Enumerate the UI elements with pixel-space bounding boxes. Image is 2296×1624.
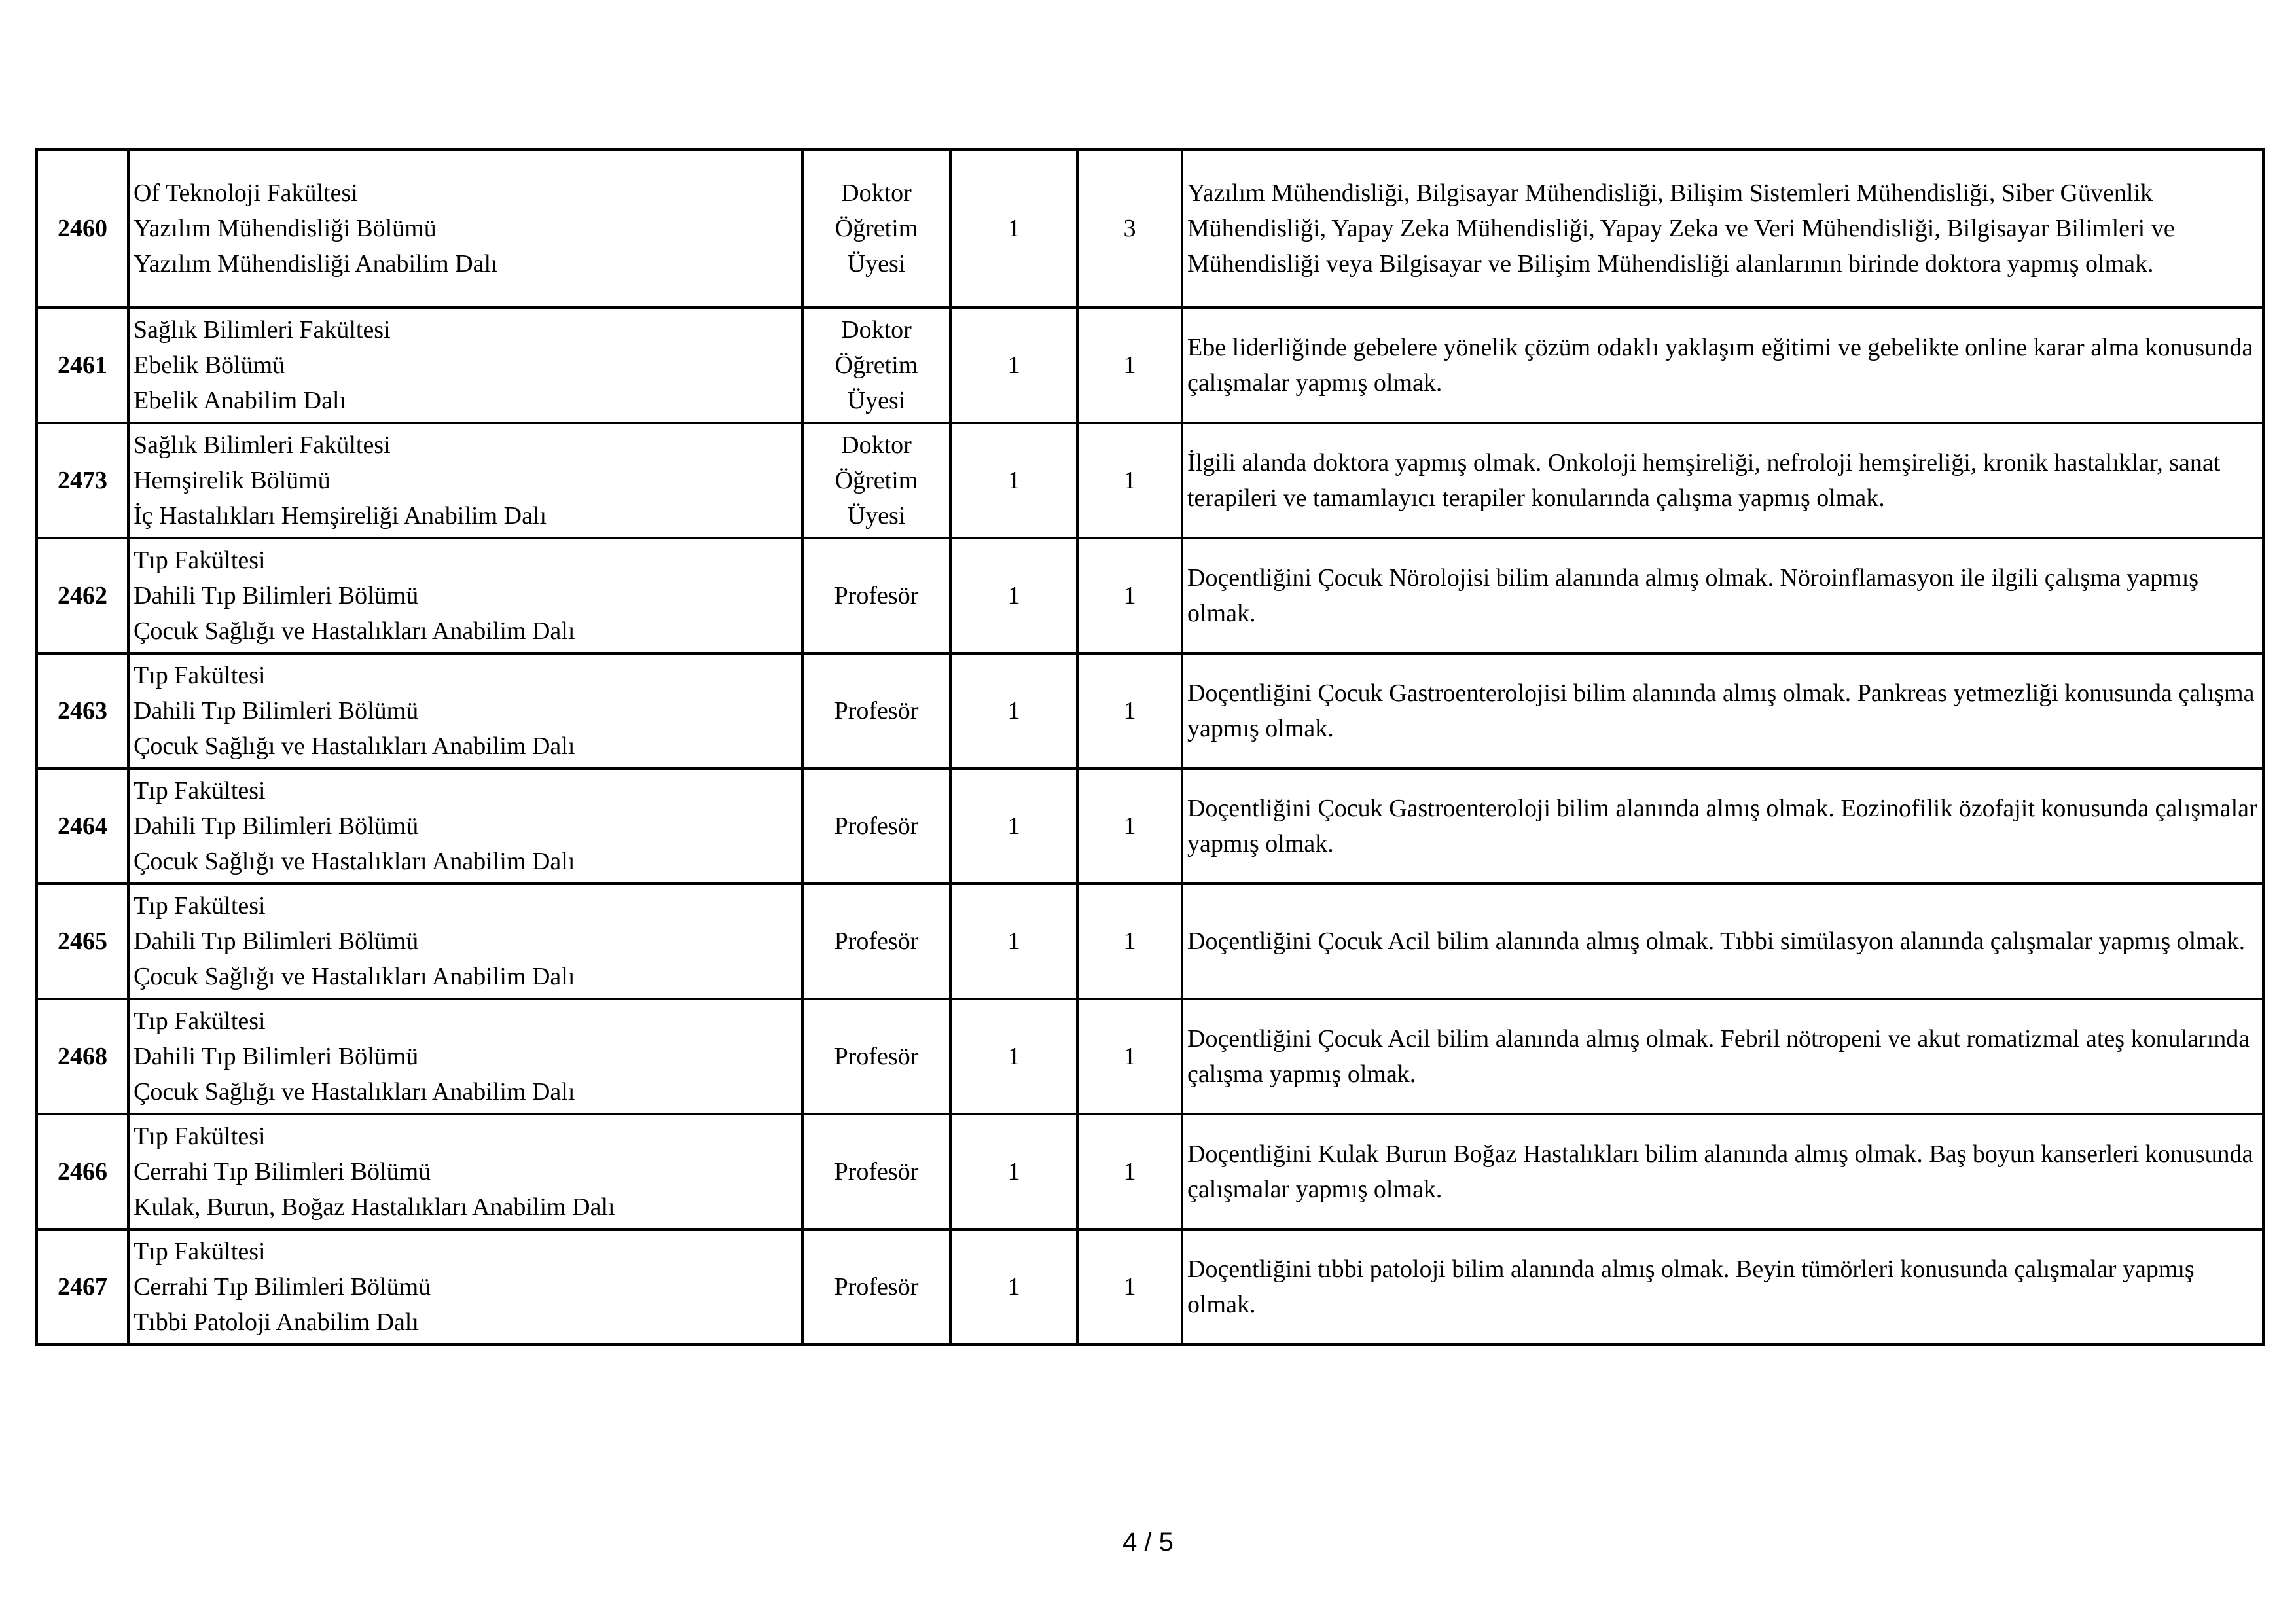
title-line: Profesör bbox=[834, 1043, 919, 1070]
unit-line: Tıp Fakültesi bbox=[134, 662, 266, 689]
title-line: Üyesi bbox=[847, 387, 906, 414]
title-line: Öğretim bbox=[834, 215, 918, 242]
table-row bbox=[37, 1229, 2263, 1344]
page-number: 4 / 5 bbox=[1122, 1528, 1174, 1557]
title-cell bbox=[802, 149, 950, 308]
unit-line: İç Hastalıkları Hemşireliği Anabilim Dalı bbox=[134, 502, 547, 530]
unit-cell bbox=[128, 149, 802, 308]
unit-line: Dahili Tıp Bilimleri Bölümü bbox=[134, 1043, 419, 1070]
unit-line: Cerrahi Tıp Bilimleri Bölümü bbox=[134, 1273, 431, 1301]
position-number: 2463 bbox=[37, 653, 128, 768]
title-line: Profesör bbox=[834, 1273, 919, 1301]
unit-line: Dahili Tıp Bilimleri Bölümü bbox=[134, 697, 419, 725]
position-number: 2466 bbox=[37, 1114, 128, 1229]
table-row bbox=[37, 884, 2263, 999]
unit-line: Sağlık Bilimleri Fakültesi bbox=[134, 431, 391, 459]
position-number: 2468 bbox=[37, 999, 128, 1114]
unit-cell bbox=[128, 308, 802, 423]
table-row bbox=[37, 1114, 2263, 1229]
position-number: 2464 bbox=[37, 768, 128, 884]
unit-cell bbox=[128, 1229, 802, 1344]
title-line: Profesör bbox=[834, 928, 919, 955]
unit-line: Of Teknoloji Fakültesi bbox=[134, 179, 358, 207]
unit-line: Cerrahi Tıp Bilimleri Bölümü bbox=[134, 1158, 431, 1185]
position-degree: 1 bbox=[1077, 653, 1182, 768]
unit-line: Yazılım Mühendisliği Bölümü bbox=[134, 215, 437, 242]
unit-cell bbox=[128, 884, 802, 999]
position-number: 2460 bbox=[37, 149, 128, 308]
unit-cell bbox=[128, 538, 802, 653]
position-count: 1 bbox=[950, 423, 1077, 538]
unit-line: Tıp Fakültesi bbox=[134, 1007, 266, 1035]
position-count: 1 bbox=[950, 653, 1077, 768]
title-line: Doktor bbox=[841, 316, 912, 344]
position-number: 2473 bbox=[37, 423, 128, 538]
requirements-cell: Doçentliğini tıbbi patoloji bilim alanında almış olmak. Beyin tümörleri konusunda çalışmalar yapmış olmak. bbox=[1182, 1229, 2263, 1344]
requirements-cell: Doçentliğini Çocuk Acil bilim alanında almış olmak. Tıbbi simülasyon alanında çalışmalar yapmış olmak. bbox=[1182, 884, 2263, 999]
title-cell bbox=[802, 768, 950, 884]
unit-line: Çocuk Sağlığı ve Hastalıkları Anabilim Dalı bbox=[134, 1078, 575, 1106]
table-row bbox=[37, 538, 2263, 653]
unit-cell bbox=[128, 1114, 802, 1229]
title-line: Profesör bbox=[834, 812, 919, 840]
title-cell bbox=[802, 1229, 950, 1344]
unit-cell bbox=[128, 423, 802, 538]
title-line: Öğretim bbox=[834, 352, 918, 379]
unit-line: Ebelik Anabilim Dalı bbox=[134, 387, 347, 414]
unit-line: Tıp Fakültesi bbox=[134, 1238, 266, 1265]
title-line: Öğretim bbox=[834, 467, 918, 494]
position-degree: 3 bbox=[1077, 149, 1182, 308]
position-count: 1 bbox=[950, 768, 1077, 884]
position-degree: 1 bbox=[1077, 884, 1182, 999]
title-line: Profesör bbox=[834, 697, 919, 725]
unit-cell bbox=[128, 653, 802, 768]
title-line: Doktor bbox=[841, 431, 912, 459]
unit-line: Kulak, Burun, Boğaz Hastalıkları Anabilim Dalı bbox=[134, 1193, 615, 1221]
unit-line: Çocuk Sağlığı ve Hastalıkları Anabilim Dalı bbox=[134, 617, 575, 645]
table-row bbox=[37, 999, 2263, 1114]
unit-line: Yazılım Mühendisliği Anabilim Dalı bbox=[134, 250, 498, 278]
unit-line: Çocuk Sağlığı ve Hastalıkları Anabilim Dalı bbox=[134, 848, 575, 875]
table-row bbox=[37, 149, 2263, 308]
position-degree: 1 bbox=[1077, 423, 1182, 538]
position-count: 1 bbox=[950, 538, 1077, 653]
requirements-cell: Doçentliğini Çocuk Gastroenteroloji bilim alanında almış olmak. Eozinofilik özofajit konusunda çalışmalar yapmış olmak. bbox=[1182, 768, 2263, 884]
position-degree: 1 bbox=[1077, 538, 1182, 653]
position-count: 1 bbox=[950, 884, 1077, 999]
title-line: Profesör bbox=[834, 582, 919, 609]
position-count: 1 bbox=[950, 1114, 1077, 1229]
title-cell bbox=[802, 884, 950, 999]
requirements-cell: İlgili alanda doktora yapmış olmak. Onkoloji hemşireliği, nefroloji hemşireliği, kronik hastalıklar, sanat terapileri ve tamamlayıcı terapiler konularında çalışma yapmış olmak. bbox=[1182, 423, 2263, 538]
position-number: 2461 bbox=[37, 308, 128, 423]
unit-line: Dahili Tıp Bilimleri Bölümü bbox=[134, 812, 419, 840]
unit-line: Sağlık Bilimleri Fakültesi bbox=[134, 316, 391, 344]
title-line: Profesör bbox=[834, 1158, 919, 1185]
table-row bbox=[37, 308, 2263, 423]
position-number: 2465 bbox=[37, 884, 128, 999]
requirements-cell: Ebe liderliğinde gebelere yönelik çözüm odaklı yaklaşım eğitimi ve gebelikte online karar alma konusunda çalışmalar yapmış olmak. bbox=[1182, 308, 2263, 423]
position-count: 1 bbox=[950, 308, 1077, 423]
title-cell bbox=[802, 999, 950, 1114]
unit-line: Tıp Fakültesi bbox=[134, 547, 266, 574]
title-line: Üyesi bbox=[847, 502, 906, 530]
title-cell bbox=[802, 653, 950, 768]
requirements-cell: Doçentliğini Çocuk Acil bilim alanında almış olmak. Febril nötropeni ve akut romatizmal ateş konularında çalışma yapmış olmak. bbox=[1182, 999, 2263, 1114]
title-cell bbox=[802, 308, 950, 423]
requirements-cell: Yazılım Mühendisliği, Bilgisayar Mühendisliği, Bilişim Sistemleri Mühendisliği, Siber Güvenlik Mühendisliği, Yapay Zeka Mühendisliği, Yapay Zeka ve Veri Mühendisliği, Bilgisayar Bilimleri ve Mühendisliği veya Bilgisayar ve Bilişim Mühendisliği alanlarının birinde doktora yapmış olmak. bbox=[1182, 149, 2263, 308]
position-count: 1 bbox=[950, 149, 1077, 308]
unit-line: Dahili Tıp Bilimleri Bölümü bbox=[134, 928, 419, 955]
requirements-cell: Doçentliğini Çocuk Nörolojisi bilim alanında almış olmak. Nöroinflamasyon ile ilgili çalışma yapmış olmak. bbox=[1182, 538, 2263, 653]
position-degree: 1 bbox=[1077, 1229, 1182, 1344]
position-degree: 1 bbox=[1077, 1114, 1182, 1229]
unit-line: Tıbbi Patoloji Anabilim Dalı bbox=[134, 1308, 419, 1336]
table-row bbox=[37, 423, 2263, 538]
requirements-cell: Doçentliğini Kulak Burun Boğaz Hastalıkları bilim alanında almış olmak. Baş boyun kanserleri konusunda çalışmalar yapmış olmak. bbox=[1182, 1114, 2263, 1229]
position-degree: 1 bbox=[1077, 768, 1182, 884]
title-line: Doktor bbox=[841, 179, 912, 207]
title-line: Üyesi bbox=[847, 250, 906, 278]
unit-cell bbox=[128, 999, 802, 1114]
unit-line: Tıp Fakültesi bbox=[134, 777, 266, 804]
title-cell bbox=[802, 538, 950, 653]
position-count: 1 bbox=[950, 1229, 1077, 1344]
position-degree: 1 bbox=[1077, 999, 1182, 1114]
title-cell bbox=[802, 1114, 950, 1229]
unit-line: Ebelik Bölümü bbox=[134, 352, 285, 379]
table-row bbox=[37, 653, 2263, 768]
position-number: 2467 bbox=[37, 1229, 128, 1344]
unit-line: Çocuk Sağlığı ve Hastalıkları Anabilim Dalı bbox=[134, 732, 575, 760]
unit-line: Dahili Tıp Bilimleri Bölümü bbox=[134, 582, 419, 609]
position-count: 1 bbox=[950, 999, 1077, 1114]
positions-table bbox=[35, 148, 2265, 1346]
title-cell bbox=[802, 423, 950, 538]
unit-line: Hemşirelik Bölümü bbox=[134, 467, 331, 494]
requirements-cell: Doçentliğini Çocuk Gastroenterolojisi bilim alanında almış olmak. Pankreas yetmezliği konusunda çalışma yapmış olmak. bbox=[1182, 653, 2263, 768]
unit-cell bbox=[128, 768, 802, 884]
position-number: 2462 bbox=[37, 538, 128, 653]
unit-line: Çocuk Sağlığı ve Hastalıkları Anabilim Dalı bbox=[134, 963, 575, 990]
positions-table-body bbox=[37, 149, 2263, 1344]
unit-line: Tıp Fakültesi bbox=[134, 1123, 266, 1150]
unit-line: Tıp Fakültesi bbox=[134, 892, 266, 920]
table-row bbox=[37, 768, 2263, 884]
position-degree: 1 bbox=[1077, 308, 1182, 423]
